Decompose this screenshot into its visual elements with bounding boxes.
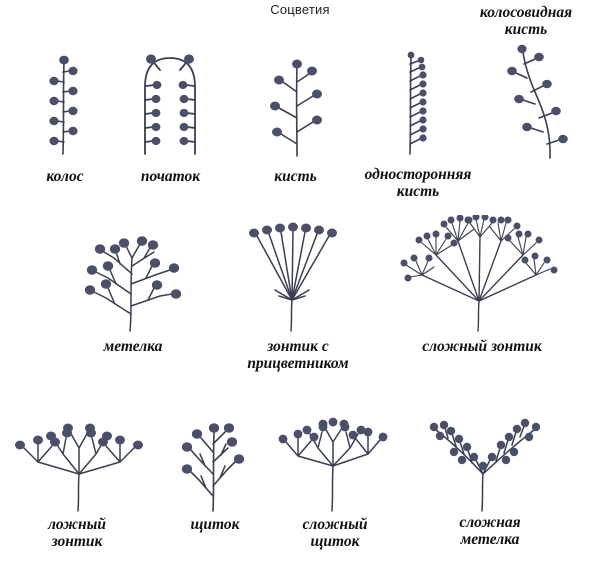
figure-kolos (30, 42, 100, 157)
figure-lozhnyj-zontik (8, 408, 148, 513)
caption-shchitok: щиток (190, 516, 240, 533)
figure-kolosovidnaya-kist (495, 40, 585, 160)
caption-kolos: колос (46, 168, 84, 185)
caption-slozhnaya-metelka: сложная метелка (459, 514, 521, 549)
caption-odnostoronnyaya-kist: односторонняя кисть (364, 166, 472, 201)
caption-slozhnyj-shchitok: сложный щиток (302, 516, 368, 551)
page-title: Соцветия (270, 2, 330, 17)
caption-metelka: метелка (103, 338, 163, 355)
caption-kist: кисть (274, 168, 317, 185)
figure-metelka (70, 218, 200, 333)
caption-zontik-s-pricvetnikom: зонтик с прицветником (247, 338, 349, 373)
figure-shchitok (165, 408, 265, 513)
figure-slozhnyj-zontik (400, 215, 560, 333)
figure-slozhnyj-shchitok (268, 408, 398, 513)
caption-kolosovidnaya-kist: колосовидная кисть (479, 4, 573, 39)
figure-pochatok (125, 42, 215, 157)
caption-lozhnyj-zontik: ложный зонтик (47, 516, 107, 551)
figure-zontik-s-pricvetnikom (235, 218, 355, 333)
figure-slozhnaya-metelka (410, 408, 570, 513)
figure-kist (255, 48, 335, 158)
caption-slozhnyj-zontik: сложный зонтик (422, 338, 542, 355)
caption-pochatok: початок (140, 168, 201, 185)
figure-odnostoronnyaya-kist (380, 42, 450, 157)
